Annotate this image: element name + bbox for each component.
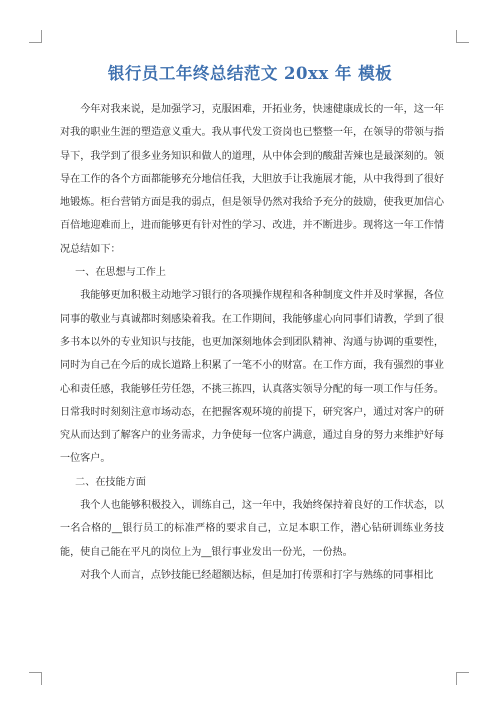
section-heading-thought-and-work: 一、在思想与工作上 [75, 267, 166, 279]
thought-work-paragraph: 我能够更加积极主动地学习银行的各项操作规程和各种制度文件并及时掌握，各位同事的敬业与真诚都时刻感染着我。在工作期间，我能够虚心向同事们请教，学到了很多书本以外的专业知识与技能，也更加深刻地体会到团队精神、沟通与协调的重要性，同时为自己在今后的成长道路上积累了一笔不小的财富。在工作方面，我有强烈的事业心和责任感，我能够任劳任怨，不挑三拣四，认真落实领导分配的每一项工作与任务。日常我时时刻刻注意市场动态，在把握客观环境的前提下，研究客户，通过对客户的研究从而达到了解客户的业务需求，力争使每一位客户满意，通过自身的努力来维护好每一位客户。 [60, 290, 444, 465]
intro-paragraph: 今年对我来说，是加强学习，克服困难，开拓业务，快速健康成长的一年，这一年对我的职业生涯的塑造意义重大。我从事代发工资岗也已整整一年，在领导的带领与指导下，我学到了很多业务知识和做人的道理，从中体会到的酸甜苦辣也是最深刻的。领导在工作的各个方面都能够充分地信任我，大胆放手让我施展才能，从中我得到了很好地锻炼。柜台营销方面是我的弱点，但是领导仍然对我给予充分的鼓励，使我更加信心百倍地迎难而上，进而能够更有针对性的学习、改进，并不断进步。现将这一年工作情况总结如下： [60, 104, 444, 255]
personal-skills-paragraph: 对我个人而言，点钞技能已经超额达标，但是加打传票和打字与熟练的同事相比 [80, 569, 434, 581]
crop-mark-top-right [456, 30, 469, 43]
document-title: 银行员工年终总结范文 20xx 年 模板 [107, 64, 393, 83]
crop-mark-top-left [29, 30, 42, 43]
document-body [60, 98, 444, 587]
skills-paragraph: 我个人也能够积极投入，训练自己，这一年中，我始终保持着良好的工作状态，以一名合格的__银行员工的标准严格的要求自己，立足本职工作，潜心钻研训练业务技能，使自己能在平凡的岗位上为__银行事业发出一份光，一份热。 [60, 500, 444, 558]
crop-mark-bottom-right [456, 672, 469, 685]
crop-mark-bottom-left [29, 672, 42, 685]
section-heading-skills: 二、在技能方面 [75, 476, 146, 488]
